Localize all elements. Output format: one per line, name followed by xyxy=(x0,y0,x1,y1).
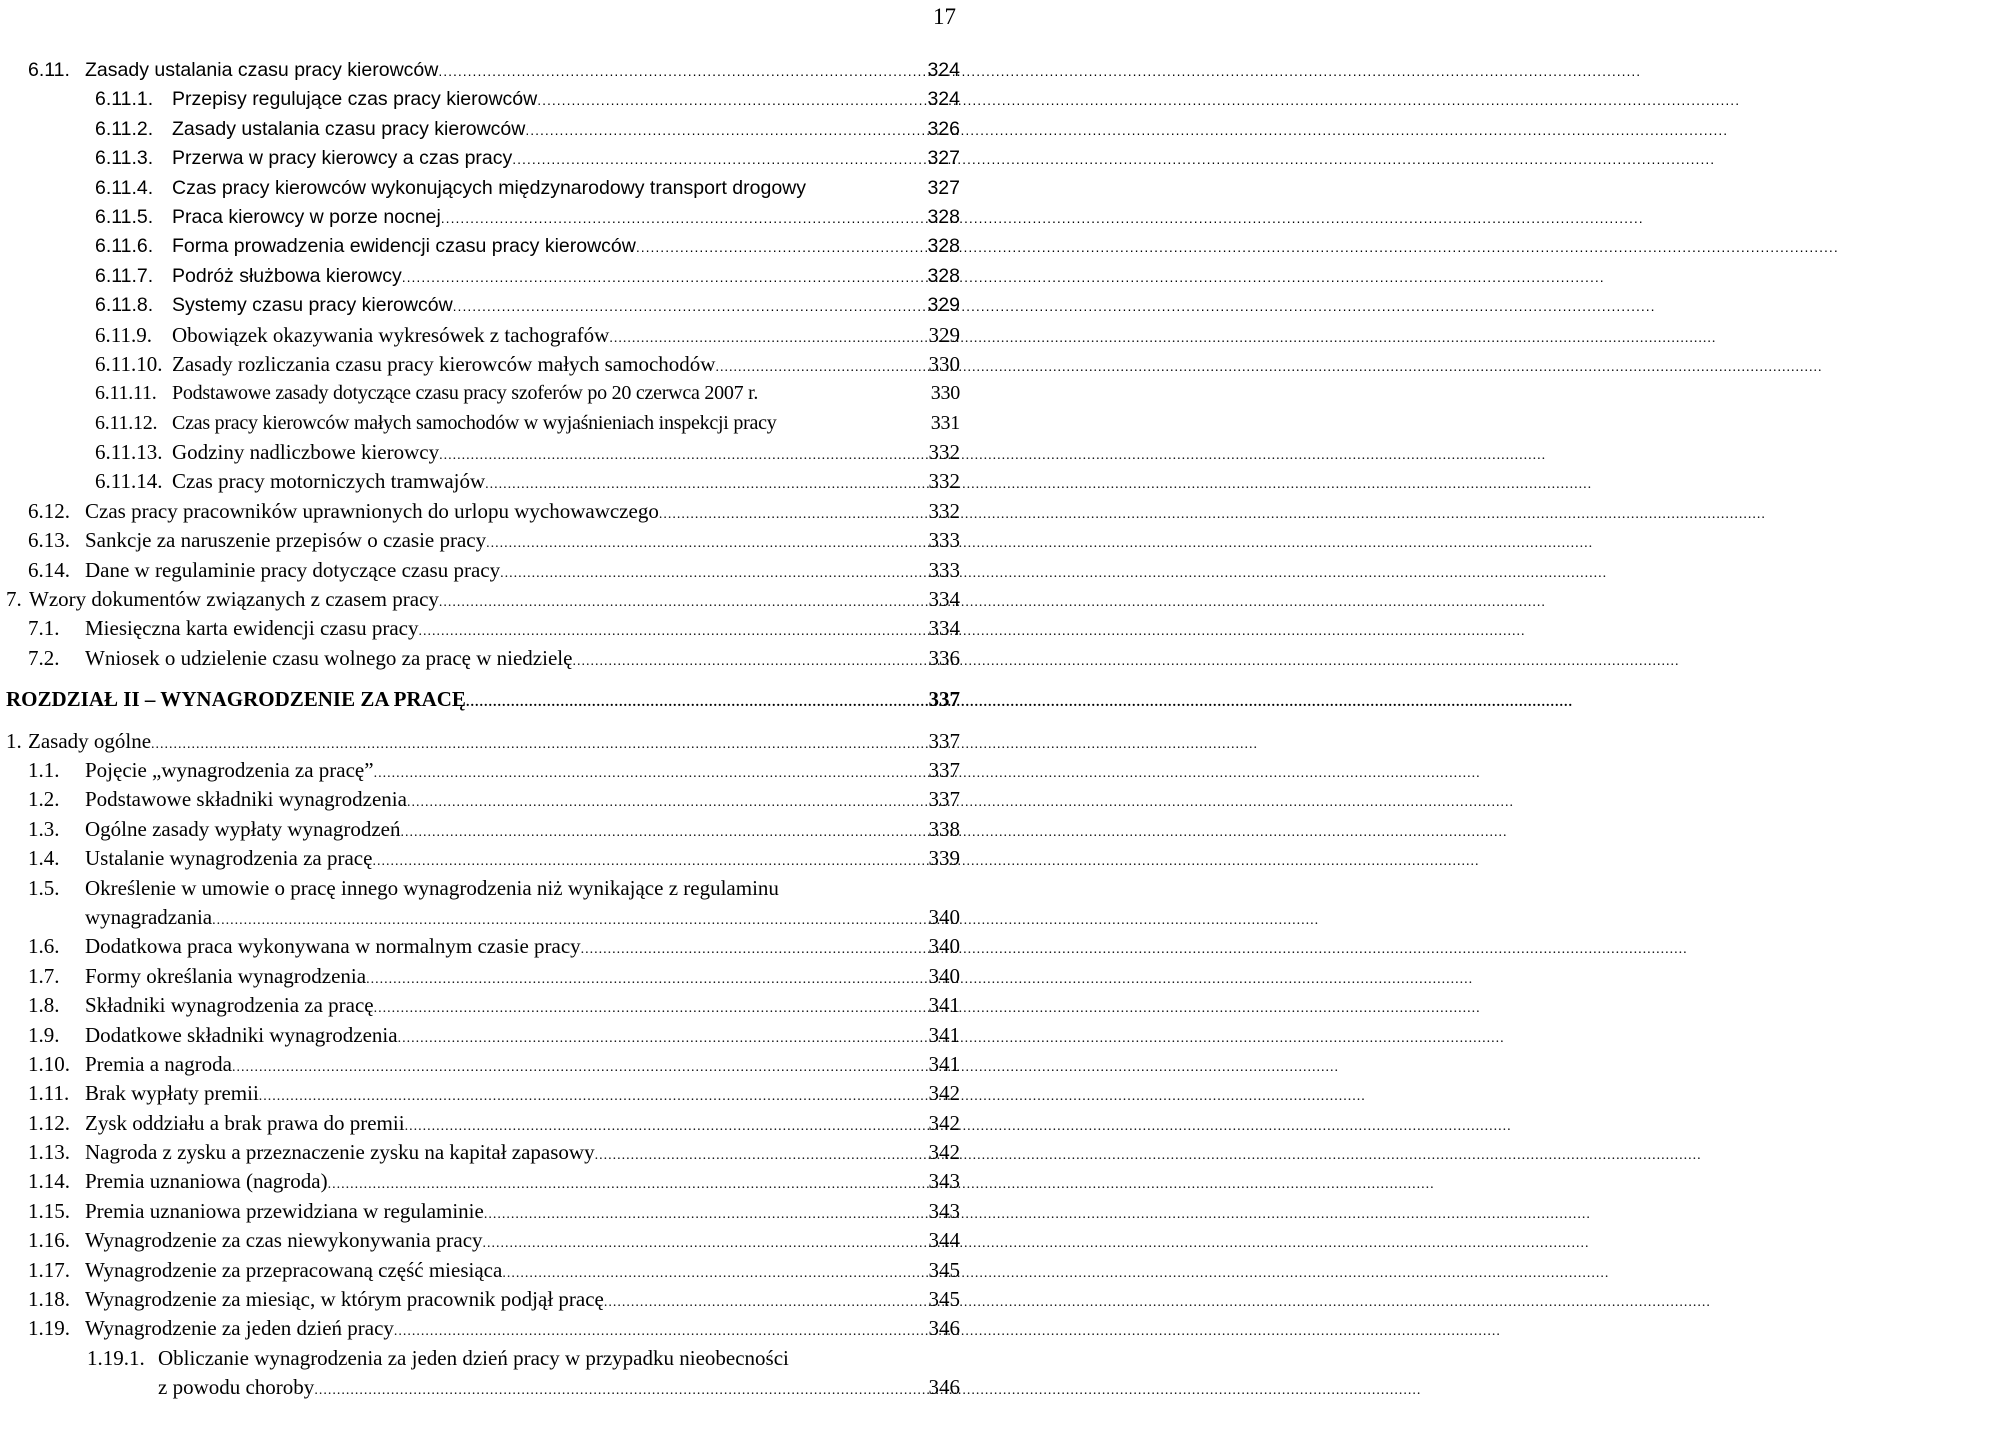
toc-entry-page: 324 xyxy=(927,59,960,81)
toc-entry xyxy=(0,262,960,291)
toc-entry-number: 6.11.2. xyxy=(95,117,154,140)
dot-leader xyxy=(407,785,914,817)
toc-entry-title: Formy określania wynagrodzenia xyxy=(85,963,367,988)
toc-entry-number: 6.11.6. xyxy=(95,235,154,258)
toc-entry xyxy=(0,756,960,785)
toc-entry-number: 1. xyxy=(6,728,22,753)
toc-entry-page: 337 xyxy=(928,728,960,753)
dot-leader xyxy=(314,1373,914,1405)
dot-leader xyxy=(419,614,915,646)
toc-entry-page: 328 xyxy=(927,235,960,258)
chapter-heading xyxy=(0,685,960,714)
dot-leader xyxy=(525,115,914,145)
toc-entry-number: 7. xyxy=(6,587,22,612)
dot-leader xyxy=(502,1256,914,1288)
toc-entry-title: Czas pracy kierowców wykonujących międzynarodowy transport drogowy xyxy=(172,176,807,199)
toc-entry xyxy=(0,467,960,496)
toc-entry-number: 1.5. xyxy=(28,875,60,900)
toc-entry-number: 6.11.9. xyxy=(95,322,152,347)
toc-entry xyxy=(0,438,960,467)
toc-entry-title: Dodatkowa praca wykonywana w normalnym czasie pracy xyxy=(85,934,581,959)
toc-entry-number: 1.12. xyxy=(28,1110,70,1135)
dot-leader xyxy=(438,56,914,86)
toc-entry-title: ROZDZIAŁ II – WYNAGRODZENIE ZA PRACĘ xyxy=(6,687,466,712)
toc-entry xyxy=(0,497,960,526)
toc-entry-page: 328 xyxy=(927,264,960,287)
toc-entry-number: 1.18. xyxy=(28,1287,70,1312)
toc-entry xyxy=(0,291,960,320)
toc-entry-page: 343 xyxy=(928,1198,960,1223)
toc-entry xyxy=(0,991,960,1020)
toc-entry xyxy=(0,526,960,555)
toc-entry-title: Zasady rozliczania czasu pracy kierowców małych samochodów xyxy=(172,351,716,376)
toc-entry xyxy=(0,174,960,203)
toc-entry-title: Wynagrodzenie za przepracowaną część miesiąca xyxy=(85,1257,503,1282)
dot-leader xyxy=(483,1226,914,1258)
toc-entry-title: Premia uznaniowa przewidziana w regulaminie xyxy=(85,1198,484,1223)
toc-entry xyxy=(0,932,960,961)
toc-entry-number: 1.17. xyxy=(28,1257,70,1282)
dot-leader xyxy=(151,727,914,759)
toc-entry-title: Wynagrodzenie za czas niewykonywania pracy xyxy=(85,1228,483,1253)
toc-entry-title: Przerwa w pracy kierowcy a czas pracy xyxy=(172,147,513,170)
dot-leader xyxy=(212,903,914,935)
toc-entry xyxy=(0,844,960,873)
toc-entry-number: 6.11.10. xyxy=(95,351,163,376)
dot-leader xyxy=(259,1079,914,1111)
toc-entry xyxy=(0,1050,960,1079)
toc-entry-page: 342 xyxy=(928,1140,960,1165)
toc-entry xyxy=(0,874,960,903)
toc-entry-page: 345 xyxy=(928,1287,960,1312)
toc-entry-page: 343 xyxy=(928,1169,960,1194)
toc-entry xyxy=(0,614,960,643)
dot-leader xyxy=(715,350,914,382)
toc-entry-title: Ustalanie wynagrodzenia za pracę xyxy=(85,846,373,871)
toc-entry-page: 341 xyxy=(928,1022,960,1047)
dot-leader xyxy=(402,262,914,292)
toc-entry-title: Obliczanie wynagrodzenia za jeden dzień pracy w przypadku nieobecności xyxy=(158,1345,789,1370)
toc-entry-page: 327 xyxy=(927,176,960,199)
toc-entry-title: Czas pracy kierowców małych samochodów w wyjaśnieniach inspekcji pracy xyxy=(172,411,777,434)
dot-leader xyxy=(486,526,914,558)
dot-leader xyxy=(484,1197,914,1229)
toc-entry-page: 334 xyxy=(928,616,960,641)
toc-entry xyxy=(0,379,960,408)
toc-entry-page: 333 xyxy=(928,528,960,553)
toc-entry-number: 6.11.11. xyxy=(95,382,157,405)
toc-entry-number: 6.13. xyxy=(28,528,70,553)
toc-entry-title: Systemy czasu pracy kierowców xyxy=(172,294,453,317)
dot-leader xyxy=(500,556,914,588)
toc-entry-page: 328 xyxy=(927,205,960,228)
dot-leader xyxy=(453,291,914,321)
dot-leader xyxy=(374,991,914,1023)
dot-leader xyxy=(374,756,914,788)
toc-entry-page: 338 xyxy=(928,816,960,841)
toc-entry xyxy=(0,644,960,673)
toc-entry-title: Wynagrodzenie za miesiąc, w którym pracownik podjął pracę xyxy=(85,1287,604,1312)
toc-entry xyxy=(0,56,960,85)
toc-entry-page: 341 xyxy=(928,1051,960,1076)
toc-entry-title: Premia uznaniowa (nagroda) xyxy=(85,1169,328,1194)
dot-leader xyxy=(636,232,914,262)
dot-leader xyxy=(581,932,914,964)
toc-entry-number: 6.11.4. xyxy=(95,176,154,199)
toc-entry xyxy=(0,409,960,438)
toc-entry-title: Dane w regulaminie pracy dotyczące czasu pracy xyxy=(85,557,501,582)
toc-entry-title: Praca kierowcy w porze nocnej xyxy=(172,205,441,228)
toc-entry-page: 337 xyxy=(928,687,960,712)
toc-entry-page: 337 xyxy=(928,787,960,812)
toc-entry-page: 333 xyxy=(928,557,960,582)
dot-leader xyxy=(466,685,914,717)
toc-entry-number: 7.2. xyxy=(28,645,60,670)
toc-entry-number: 6.11.1. xyxy=(95,88,154,111)
toc-entry-page: 342 xyxy=(928,1081,960,1106)
toc-entry-page: 346 xyxy=(928,1316,960,1341)
dot-leader xyxy=(394,1314,914,1346)
toc-entry-page: 346 xyxy=(928,1375,960,1400)
toc-entry-title: Wzory dokumentów związanych z czasem pracy xyxy=(29,587,439,612)
toc-entry-number: 1.7. xyxy=(28,963,60,988)
toc-entry xyxy=(0,962,960,991)
toc-entry xyxy=(0,144,960,173)
toc-entry-number: 1.14. xyxy=(28,1169,70,1194)
toc-entry xyxy=(0,1138,960,1167)
toc-entry-page: 340 xyxy=(928,934,960,959)
toc-entry-page: 334 xyxy=(928,587,960,612)
dot-leader xyxy=(441,203,914,233)
toc-entry-number: 1.15. xyxy=(28,1198,70,1223)
toc-entry-number: 1.10. xyxy=(28,1051,70,1076)
toc-entry-page: 326 xyxy=(927,117,960,140)
toc-entry-page: 341 xyxy=(928,993,960,1018)
toc-entry-page: 327 xyxy=(927,147,960,170)
toc-entry-number: 7.1. xyxy=(28,616,60,641)
toc-entry-title: Ogólne zasady wypłaty wynagrodzeń xyxy=(85,816,401,841)
toc-entry-page: 324 xyxy=(927,88,960,111)
toc-entry-title: Podstawowe składniki wynagrodzenia xyxy=(85,787,407,812)
toc-entry-page: 329 xyxy=(928,322,960,347)
toc-entry-number: 1.9. xyxy=(28,1022,60,1047)
toc-entry xyxy=(0,727,960,756)
dot-leader xyxy=(485,467,914,499)
toc-entry-title: wynagradzania xyxy=(85,904,213,929)
toc-entry-title: Czas pracy pracowników uprawnionych do urlopu wychowawczego xyxy=(85,498,659,523)
toc-entry-page: 330 xyxy=(928,351,960,376)
toc-entry-title: Obowiązek okazywania wykresówek z tachografów xyxy=(172,322,610,347)
toc-entry xyxy=(0,785,960,814)
toc-entry xyxy=(0,350,960,379)
toc-entry xyxy=(0,1314,960,1343)
dot-leader xyxy=(366,962,914,994)
dot-leader xyxy=(604,1285,914,1317)
page-number: 17 xyxy=(933,4,956,29)
toc-entry-number: 1.4. xyxy=(28,846,60,871)
toc-entry-page: 331 xyxy=(930,411,960,434)
toc-entry-title: Podróż służbowa kierowcy xyxy=(172,264,402,287)
toc-entry-number: 6.11.5. xyxy=(95,205,154,228)
toc-entry xyxy=(0,815,960,844)
toc-entry-number: 1.2. xyxy=(28,787,60,812)
toc-entry-title: Nagroda z zysku a przeznaczenie zysku na kapitał zapasowy xyxy=(85,1140,595,1165)
toc-entry-number: 6.11.14. xyxy=(95,469,163,494)
toc-entry-page: 330 xyxy=(930,382,960,405)
toc-entry-number: 6.11.12. xyxy=(95,411,158,434)
toc-entry xyxy=(0,1109,960,1138)
toc-entry-page: 340 xyxy=(928,963,960,988)
toc-entry-page: 332 xyxy=(928,498,960,523)
dot-leader xyxy=(512,144,914,174)
toc-entry-title: Wynagrodzenie za jeden dzień pracy xyxy=(85,1316,394,1341)
toc-entry-title: Miesięczna karta ewidencji czasu pracy xyxy=(85,616,419,641)
table-of-contents xyxy=(0,56,960,1403)
toc-entry-title: Brak wypłaty premii xyxy=(85,1081,259,1106)
toc-entry-title: Składniki wynagrodzenia za pracę xyxy=(85,993,374,1018)
toc-entry-page: 339 xyxy=(928,846,960,871)
toc-entry-number: 1.6. xyxy=(28,934,60,959)
toc-entry-number: 1.13. xyxy=(28,1140,70,1165)
toc-entry-title: Premia a nagroda xyxy=(85,1051,232,1076)
toc-entry-title: Określenie w umowie o pracę innego wynagrodzenia niż wynikające z regulaminu xyxy=(85,875,779,900)
toc-entry-number: 6.11.13. xyxy=(95,440,163,465)
toc-entry-number: 1.16. xyxy=(28,1228,70,1253)
dot-leader xyxy=(595,1138,914,1170)
toc-entry-title: Pojęcie „wynagrodzenia za pracę” xyxy=(85,757,374,782)
toc-entry-title: Czas pracy motorniczych tramwajów xyxy=(172,469,486,494)
toc-entry-number: 1.8. xyxy=(28,993,60,1018)
toc-entry-title: z powodu choroby xyxy=(158,1375,315,1400)
toc-entry-title: Dodatkowe składniki wynagrodzenia xyxy=(85,1022,398,1047)
toc-entry-number: 1.19.1. xyxy=(87,1345,145,1370)
toc-entry xyxy=(0,203,960,232)
toc-entry-title: Podstawowe zasady dotyczące czasu pracy szoferów po 20 czerwca 2007 r. xyxy=(172,382,759,405)
dot-leader xyxy=(328,1167,914,1199)
toc-entry-number: 6.11.8. xyxy=(95,294,154,317)
dot-leader xyxy=(572,644,914,676)
toc-entry xyxy=(0,1079,960,1108)
toc-entry-number: 6.12. xyxy=(28,498,70,523)
toc-entry xyxy=(0,115,960,144)
toc-entry-title: Wniosek o udzielenie czasu wolnego za pracę w niedzielę xyxy=(85,645,573,670)
toc-entry xyxy=(0,85,960,114)
toc-entry xyxy=(0,1167,960,1196)
dot-leader xyxy=(609,321,914,353)
toc-entry-page: 340 xyxy=(928,904,960,929)
toc-entry xyxy=(0,1197,960,1226)
toc-entry-number: 6.11.7. xyxy=(95,264,154,287)
dot-leader xyxy=(398,1021,914,1053)
toc-entry xyxy=(0,903,960,932)
toc-entry xyxy=(0,1256,960,1285)
toc-entry xyxy=(0,585,960,614)
toc-entry xyxy=(0,321,960,350)
toc-entry xyxy=(0,232,960,261)
toc-entry xyxy=(0,556,960,585)
toc-entry-number: 6.14. xyxy=(28,557,70,582)
toc-entry-page: 329 xyxy=(927,294,960,317)
toc-entry-number: 6.11. xyxy=(28,59,70,81)
dot-leader xyxy=(439,438,914,470)
toc-entry-number: 6.11.3. xyxy=(95,147,154,170)
toc-entry-title: Przepisy regulujące czas pracy kierowców xyxy=(172,88,538,111)
toc-entry-title: Godziny nadliczbowe kierowcy xyxy=(172,440,440,465)
toc-entry-page: 332 xyxy=(928,469,960,494)
dot-leader xyxy=(537,85,914,115)
toc-entry-title: Zasady ustalania czasu pracy kierowców xyxy=(85,59,439,81)
toc-entry-page: 344 xyxy=(928,1228,960,1253)
toc-entry-page: 336 xyxy=(928,645,960,670)
toc-entry-number: 1.11. xyxy=(28,1081,70,1106)
dot-leader xyxy=(439,585,914,617)
toc-entry-title: Forma prowadzenia ewidencji czasu pracy kierowców xyxy=(172,235,636,258)
toc-entry-page: 337 xyxy=(928,757,960,782)
dot-leader xyxy=(232,1050,914,1082)
toc-entry xyxy=(0,1344,960,1373)
toc-entry-title: Zysk oddziału a brak prawa do premii xyxy=(85,1110,405,1135)
toc-entry-number: 1.3. xyxy=(28,816,60,841)
dot-leader xyxy=(372,844,914,876)
toc-entry-title: Zasady ogólne xyxy=(28,728,152,753)
toc-entry xyxy=(0,1021,960,1050)
toc-entry xyxy=(0,1226,960,1255)
toc-entry-number: 1.19. xyxy=(28,1316,70,1341)
toc-entry xyxy=(0,1373,960,1402)
toc-entry-number: 1.1. xyxy=(28,757,60,782)
dot-leader xyxy=(659,497,914,529)
toc-entry-title: Sankcje za naruszenie przepisów o czasie pracy xyxy=(85,528,487,553)
toc-entry-title: Zasady ustalania czasu pracy kierowców xyxy=(172,117,526,140)
toc-entry-page: 332 xyxy=(928,440,960,465)
dot-leader xyxy=(405,1109,914,1141)
toc-entry-page: 345 xyxy=(928,1257,960,1282)
toc-entry-page: 342 xyxy=(928,1110,960,1135)
toc-entry xyxy=(0,1285,960,1314)
dot-leader xyxy=(400,815,914,847)
